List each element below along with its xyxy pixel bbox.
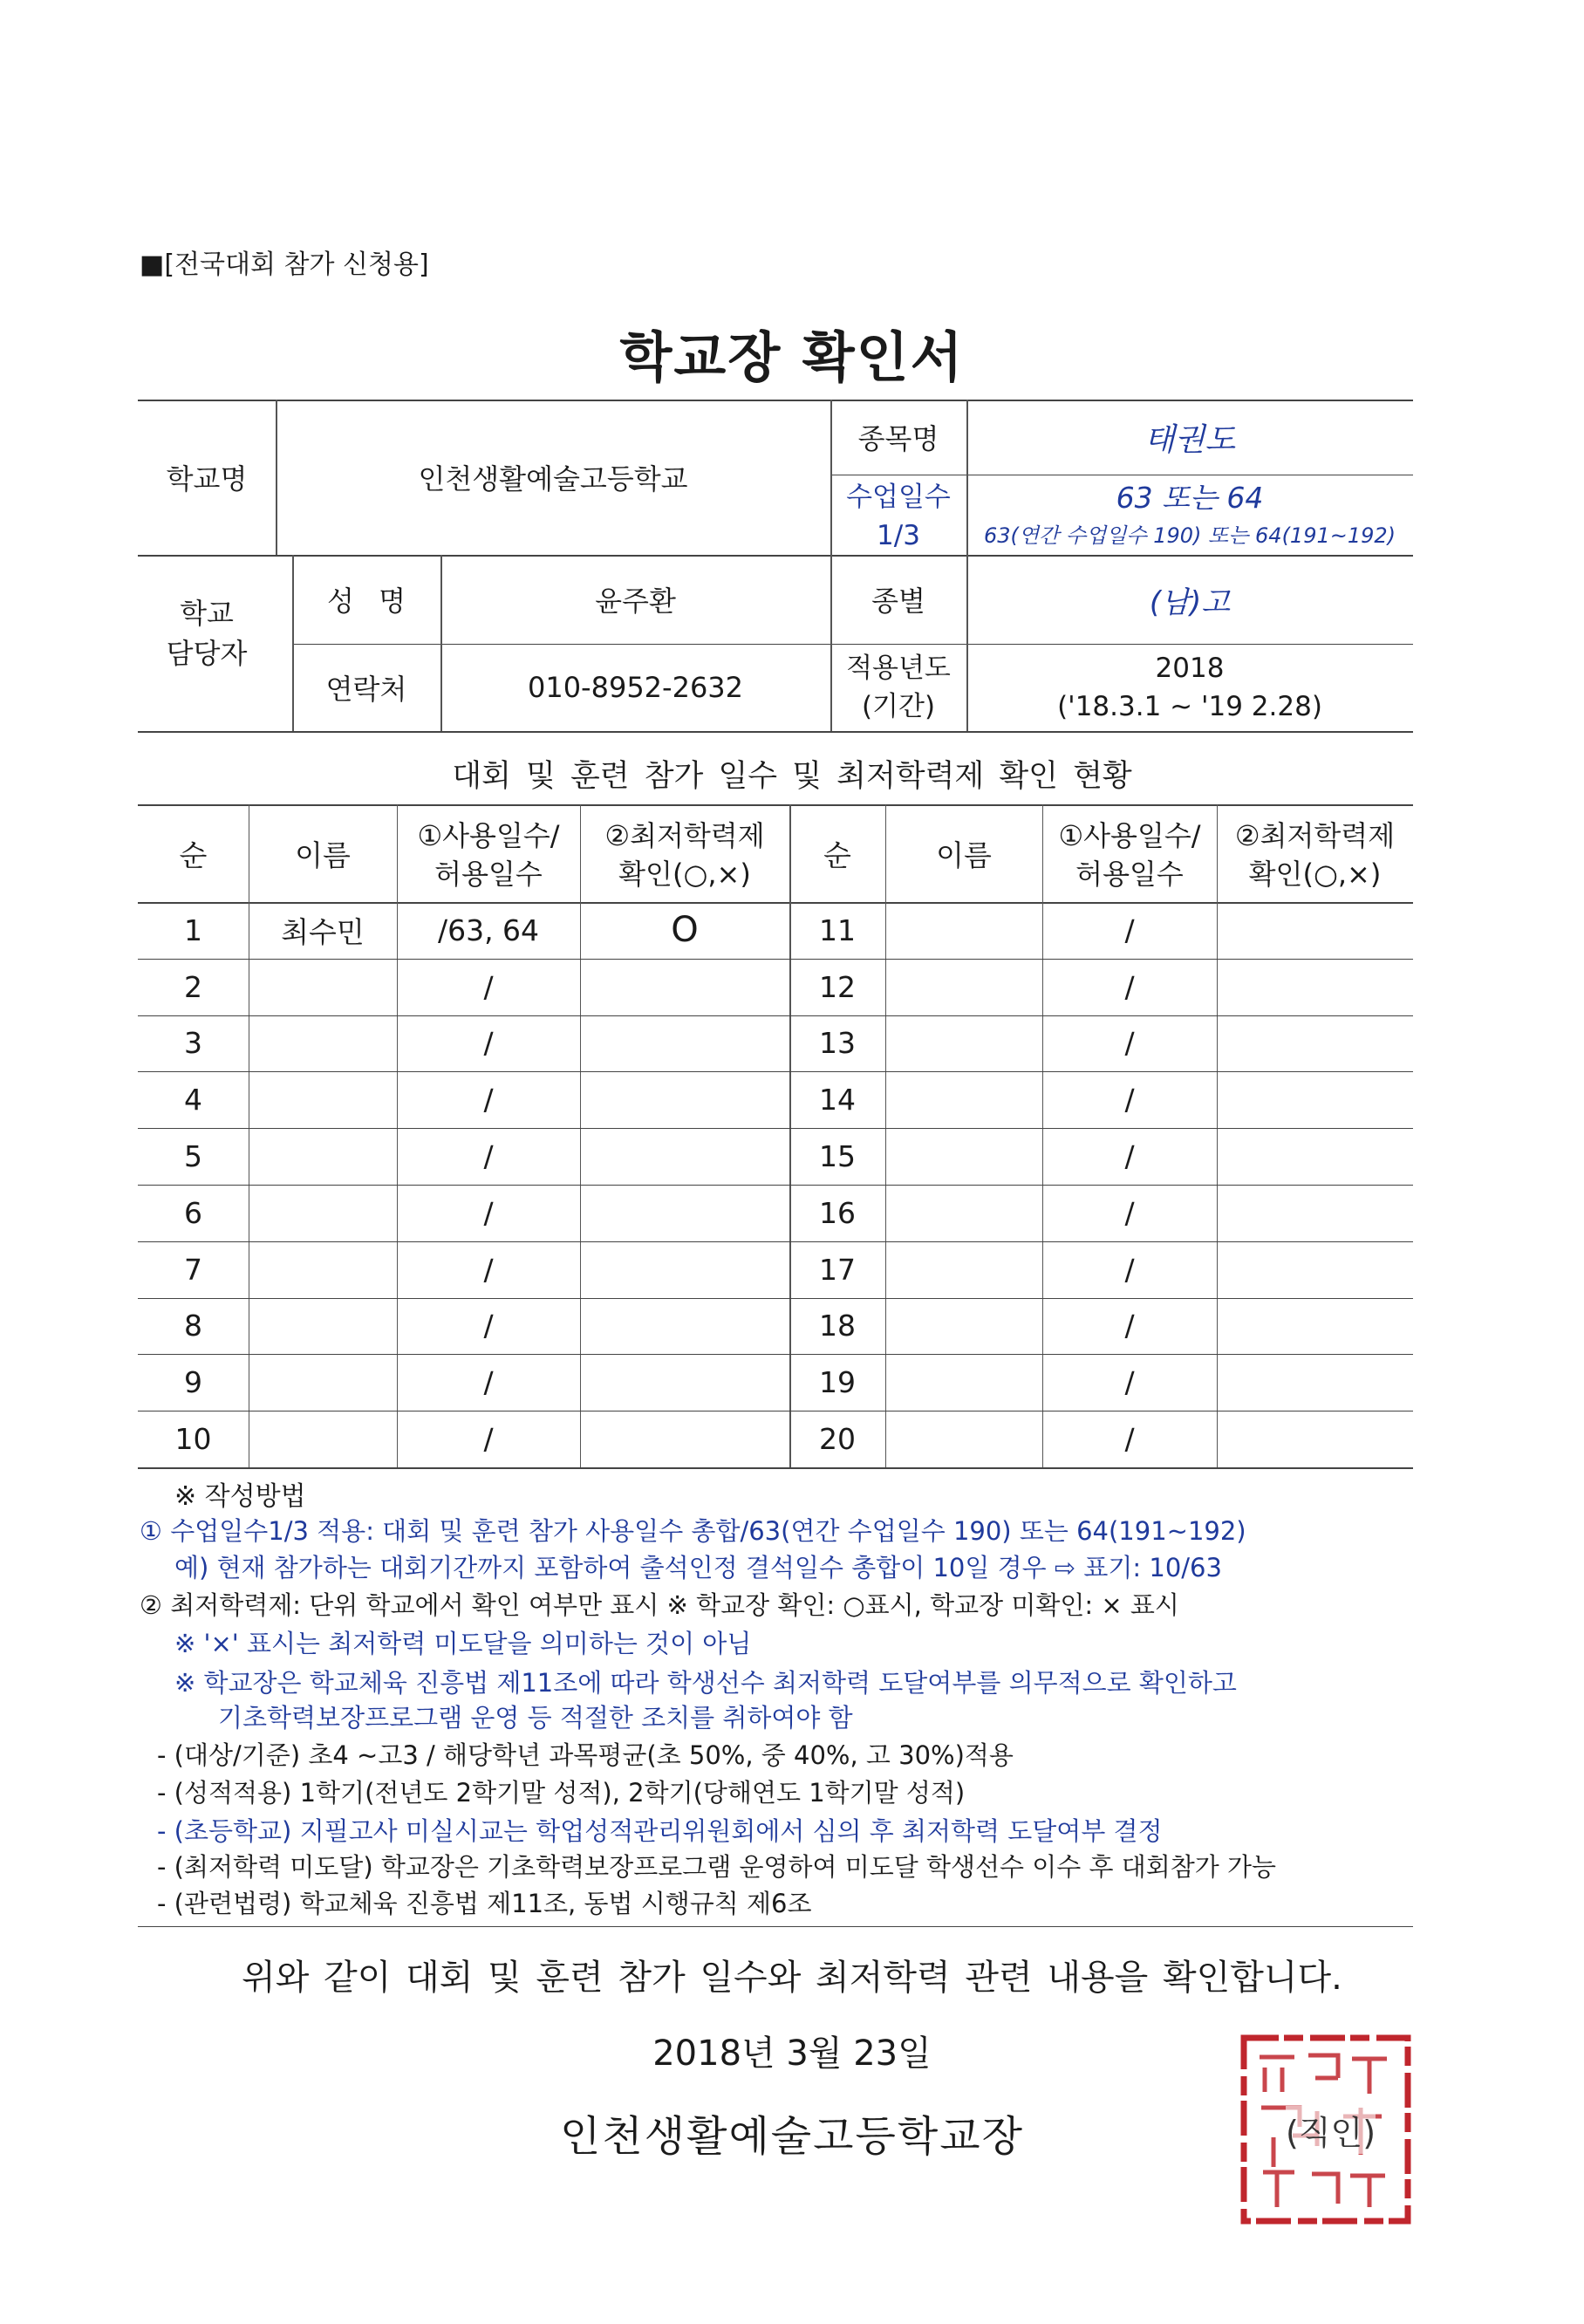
row-name: [249, 1071, 397, 1128]
row-name: [249, 959, 397, 1015]
row-name: [885, 1071, 1042, 1128]
notes-heading: ※ 작성방법: [174, 1481, 306, 1512]
row-check: [580, 1185, 789, 1241]
year-label-line2: (기간): [861, 691, 936, 722]
row-number: 18: [819, 1309, 856, 1343]
header-acad-line2: 확인(○,×): [1248, 858, 1382, 891]
row-number: 1: [184, 913, 202, 947]
header-name-right: 이름: [936, 837, 992, 872]
name-value: 윤주환: [595, 584, 676, 618]
row-name: [249, 1354, 397, 1411]
row-check: [580, 1071, 789, 1128]
row-days: /: [1124, 969, 1135, 1004]
row-number: 16: [819, 1195, 856, 1230]
date-month: 3월: [786, 2034, 843, 2074]
contact-value: 010-8952-2632: [527, 671, 744, 704]
row-name: [885, 1128, 1042, 1185]
row-number: 10: [174, 1422, 212, 1457]
row-days: /: [483, 1422, 494, 1457]
row-check: [580, 1298, 789, 1355]
row-number: 8: [184, 1309, 202, 1343]
row-name: [885, 1241, 1042, 1298]
row-check: [1217, 1071, 1413, 1128]
row-name: [249, 1411, 397, 1467]
sport-label: 종목명: [857, 422, 939, 455]
row-number: 13: [819, 1026, 856, 1061]
header-days-line2: 허용일수: [434, 858, 543, 891]
year-label: [830, 649, 966, 726]
row-name: [885, 1354, 1042, 1411]
year-value-line2: ('18.3.1 ~ '19 2.28): [1057, 691, 1322, 722]
days-label: [830, 478, 966, 555]
note-2: ② 최저학력제: 단위 학교에서 확인 여부만 표시 ※ 학교장 확인: ○표시, 학교장 미확인: × 표시: [140, 1590, 1179, 1620]
header-acad: [580, 817, 789, 893]
row-check: [580, 1354, 789, 1411]
note-4: ※ 학교장은 학교체육 진흥법 제11조에 따라 학생선수 최저학력 도달여부를 의무적으로 확인하고: [174, 1668, 1237, 1698]
year-value: [966, 649, 1413, 726]
row-name: [249, 1128, 397, 1185]
confirmation-statement: 위와 같이 대회 및 훈련 참가 일수와 최저학력 관련 내용을 확인합니다.: [242, 1958, 1342, 1998]
row-check: [580, 959, 789, 1015]
row-number: 11: [819, 913, 856, 947]
days-value: [966, 478, 1413, 553]
year-label-line1: 적용년도: [846, 653, 951, 684]
row-days: /: [483, 1252, 494, 1287]
row-days: /: [1124, 1195, 1135, 1230]
row-number: 5: [184, 1139, 202, 1174]
note-7: - (초등학교) 지필고사 미실시교는 학업성적관리위원회에서 심의 후 최저학력 도달여부 결정: [157, 1816, 1163, 1846]
row-number: 20: [819, 1422, 856, 1457]
header-name: 이름: [295, 837, 351, 872]
seal-label: (직인): [1286, 2106, 1376, 2154]
row-check: [1217, 1354, 1413, 1411]
row-name: [249, 1015, 397, 1072]
row-check: [580, 1411, 789, 1467]
row-check: [580, 1241, 789, 1298]
note-1: ① 수업일수1/3 적용: 대회 및 훈련 참가 사용일수 총합/63(연간 수업일수 190) 또는 64(191~192): [140, 1516, 1246, 1546]
row-number: 17: [819, 1252, 856, 1287]
row-check: [1217, 1298, 1413, 1355]
row-name: [885, 1185, 1042, 1241]
row-check: O: [671, 910, 699, 951]
row-check: [1217, 959, 1413, 1015]
row-number: 2: [184, 969, 202, 1004]
row-check: [1217, 1185, 1413, 1241]
row-number: 12: [819, 969, 856, 1004]
row-check: [580, 1128, 789, 1185]
row-days: /: [483, 969, 494, 1004]
info-divider: [830, 644, 1413, 645]
days-label-line2: 1/3: [877, 520, 920, 551]
row-days: /: [1124, 1026, 1135, 1061]
gender-value: (남)고: [1149, 584, 1231, 620]
row-number: 3: [184, 1026, 202, 1061]
row-check: [1217, 1241, 1413, 1298]
row-days: /: [1124, 1422, 1135, 1457]
gender-label: 종별: [871, 584, 925, 618]
table-bottom-rule: [138, 1467, 1413, 1469]
note-1-example: 예) 현재 참가하는 대회기간까지 포함하여 출석인정 결석일수 총합이 10일 경우 ⇨ 표기: 10/63: [174, 1553, 1222, 1582]
row-number: 14: [819, 1083, 856, 1118]
row-number: 15: [819, 1139, 856, 1174]
row-name: [885, 1015, 1042, 1072]
row-name: [249, 1298, 397, 1355]
row-days: /: [483, 1365, 494, 1400]
date-day: 23일: [853, 2034, 932, 2074]
school-label: 학교명: [166, 462, 248, 496]
header-acad-right: [1217, 817, 1413, 893]
row-name: [885, 1298, 1042, 1355]
note-9: - (관련법령) 학교체육 진흥법 제11조, 동법 시행규칙 제6조: [157, 1889, 812, 1918]
row-number: 9: [184, 1365, 202, 1400]
row-days: /: [483, 1195, 494, 1230]
staff-label: [138, 593, 276, 673]
row-days: /: [1124, 1083, 1135, 1118]
date-year: 2018년: [652, 2034, 775, 2074]
row-days: /: [1124, 1309, 1135, 1343]
row-days: /: [483, 1083, 494, 1118]
row-number: 19: [819, 1365, 856, 1400]
row-number: 4: [184, 1083, 202, 1118]
signer-name: 인천생활예술고등학교장: [559, 2112, 1025, 2161]
info-bottom-rule: [138, 731, 1413, 733]
row-days: /: [483, 1139, 494, 1174]
days-label-line1: 수업일수: [846, 482, 951, 513]
row-check: [1217, 1015, 1413, 1072]
row-name: [249, 1185, 397, 1241]
row-name: 최수민: [281, 914, 365, 949]
header-days-line1: ①사용일수/: [417, 819, 560, 852]
note-8: - (최저학력 미도달) 학교장은 기초학력보장프로그램 운영하여 미도달 학생선수 이수 후 대회참가 가능: [157, 1852, 1277, 1882]
row-days: /63, 64: [437, 913, 540, 947]
year-value-line1: 2018: [1155, 653, 1225, 684]
row-number: 7: [184, 1252, 202, 1287]
days-value-detail: 63(연간 수업일수 190) 또는 64(191~192): [983, 523, 1396, 548]
note-6: - (성적적용) 1학기(전년도 2학기말 성적), 2학기(당해연도 1학기말 성적): [157, 1778, 966, 1808]
row-name: [885, 959, 1042, 1015]
row-check: [580, 1015, 789, 1072]
row-days: /: [1124, 1139, 1135, 1174]
header-days-line2: 허용일수: [1075, 858, 1184, 891]
form-category: ■[전국대회 참가 신청용]: [140, 249, 429, 280]
row-days: /: [1124, 1252, 1135, 1287]
header-no: 순: [179, 837, 208, 872]
row-name: [249, 1241, 397, 1298]
row-days: /: [483, 1026, 494, 1061]
page-title: 학교장 확인서: [619, 325, 965, 389]
notes-bottom-rule: [138, 1926, 1413, 1927]
row-check: [1217, 902, 1413, 959]
name-label: 성 명: [327, 584, 406, 618]
row-check: [1217, 1411, 1413, 1467]
sport-value: 태권도: [1144, 421, 1236, 458]
days-value-main: 63 또는 64: [1116, 481, 1264, 515]
row-number: 6: [184, 1195, 202, 1230]
header-acad-line1: ②최저학력제: [1234, 819, 1396, 852]
school-value: 인천생활예술고등학교: [418, 462, 688, 496]
row-days: /: [1124, 1365, 1135, 1400]
note-4-cont: 기초학력보장프로그램 운영 등 적절한 조치를 취하여야 함: [218, 1703, 853, 1733]
row-name: [885, 902, 1042, 959]
row-check: [1217, 1128, 1413, 1185]
header-acad-line2: 확인(○,×): [618, 858, 751, 891]
header-days-right: [1042, 817, 1217, 893]
note-3: ※ '×' 표시는 최저학력 미도달을 의미하는 것이 아님: [174, 1629, 752, 1658]
header-days: [397, 817, 580, 893]
row-days: /: [1124, 913, 1135, 947]
header-acad-line1: ②최저학력제: [604, 819, 765, 852]
note-5: - (대상/기준) 초4 ~고3 / 해당학년 과목평균(초 50%, 중 40%, 고 30%)적용: [157, 1740, 1014, 1770]
header-days-line1: ①사용일수/: [1058, 819, 1201, 852]
official-seal: [1239, 2033, 1413, 2226]
contact-label: 연락처: [325, 673, 407, 706]
staff-label-line1: 학교: [180, 597, 234, 630]
row-days: /: [483, 1309, 494, 1343]
table-caption: 대회 및 훈련 참가 일수 및 최저학력제 확인 현황: [452, 759, 1132, 794]
header-no-right: 순: [823, 837, 851, 872]
row-name: [885, 1411, 1042, 1467]
staff-label-line2: 담당자: [166, 637, 248, 670]
